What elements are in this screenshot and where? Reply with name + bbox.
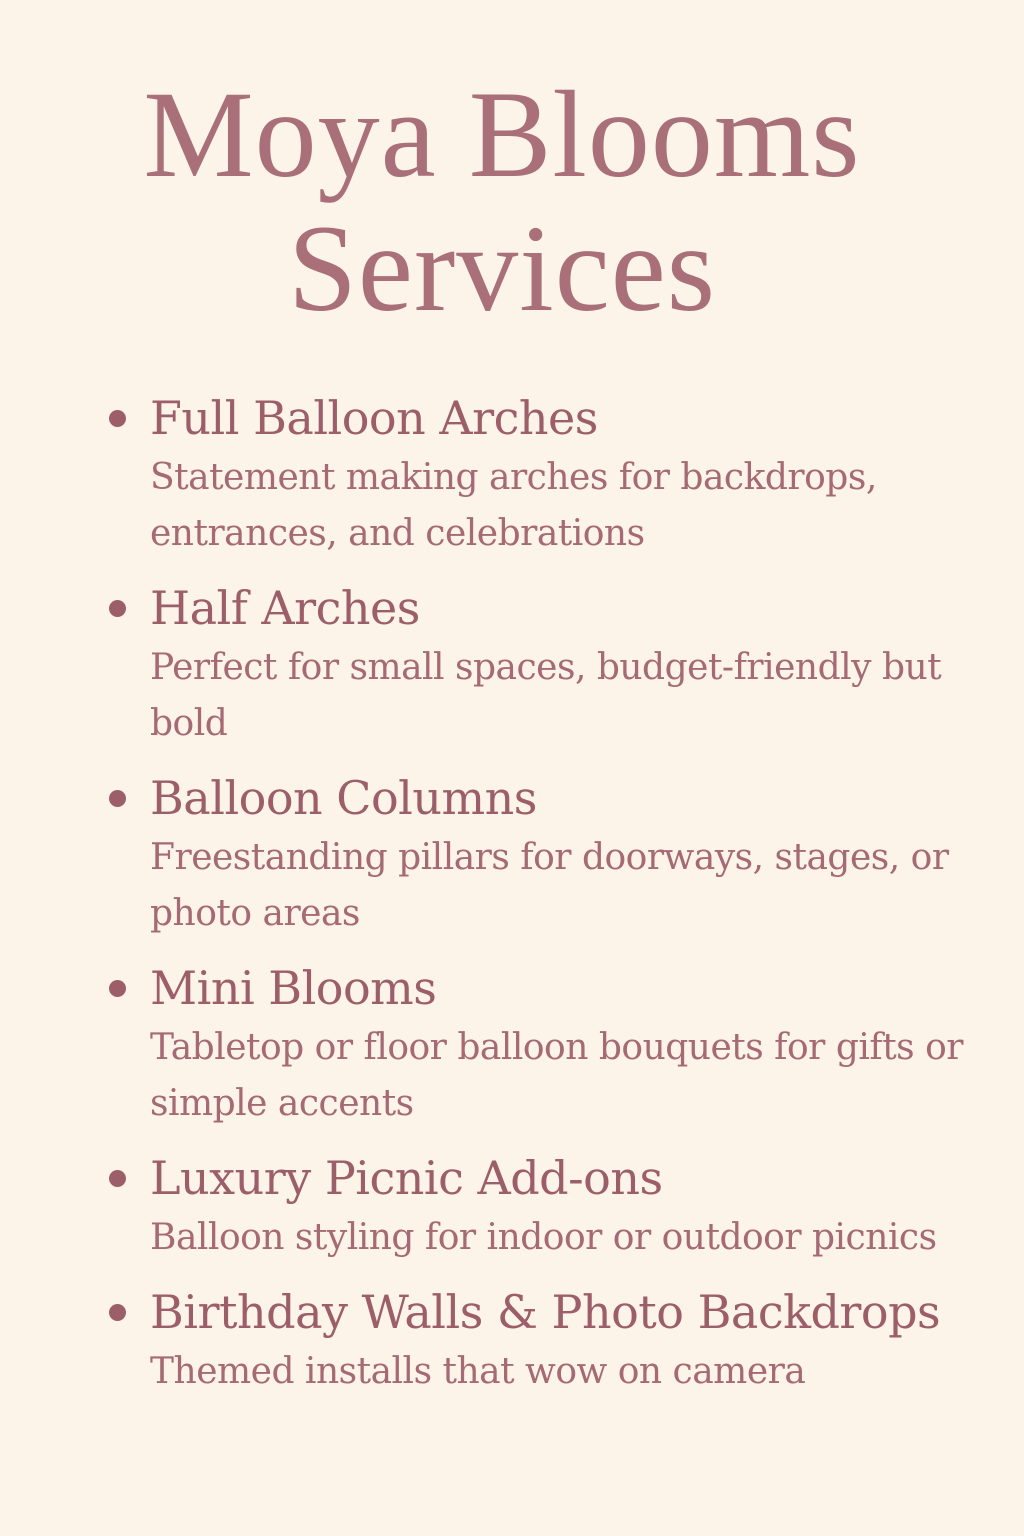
service-description: Balloon styling for indoor or outdoor picnics — [150, 1217, 937, 1258]
services-list — [0, 386, 1024, 1414]
service-name: Half Arches — [150, 581, 420, 635]
service-description: Statement making arches for backdrops, entrances, and celebrations — [150, 457, 877, 554]
bullet-icon — [109, 790, 126, 807]
service-item-luxury-picnic-add-ons — [0, 1146, 1024, 1266]
service-name: Birthday Walls & Photo Backdrops — [150, 1285, 941, 1339]
service-name: Luxury Picnic Add-ons — [150, 1151, 663, 1205]
bullet-icon — [109, 1304, 126, 1321]
service-item-mini-blooms — [0, 956, 1024, 1132]
bullet-icon — [109, 410, 126, 427]
service-description: Tabletop or floor balloon bouquets for gifts or simple accents — [150, 1027, 963, 1124]
service-item-full-balloon-arches — [0, 386, 1024, 562]
service-description: Freestanding pillars for doorways, stages, or photo areas — [150, 837, 949, 934]
service-name: Full Balloon Arches — [150, 391, 598, 445]
title-line-1: Moya Blooms — [143, 66, 861, 203]
bullet-icon — [109, 1170, 126, 1187]
service-item-birthday-walls — [0, 1280, 1024, 1400]
service-item-half-arches — [0, 576, 1024, 752]
bullet-icon — [109, 980, 126, 997]
service-description: Themed installs that wow on camera — [150, 1351, 806, 1392]
service-name: Balloon Columns — [150, 771, 537, 825]
service-item-balloon-columns — [0, 766, 1024, 942]
title-line-2: Services — [287, 200, 717, 337]
service-name: Mini Blooms — [150, 961, 437, 1015]
service-description: Perfect for small spaces, budget-friendly but bold — [150, 647, 942, 744]
page-title — [0, 68, 1004, 336]
bullet-icon — [109, 600, 126, 617]
